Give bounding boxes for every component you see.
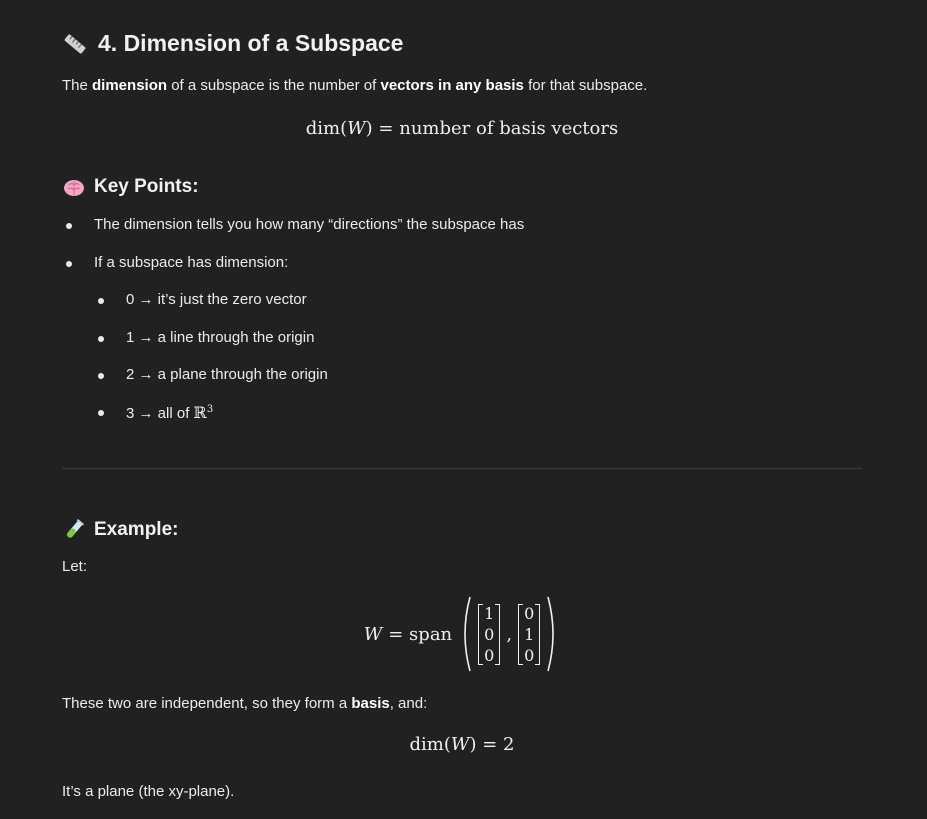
intro-text-3: for that subspace. [523,77,648,94]
real-numbers-symbol: ℝ [193,403,207,422]
left-paren [458,595,472,673]
key-points-heading [62,175,199,199]
let-text: Let: [62,558,88,575]
basis-text-2: , and: [389,695,428,712]
test-tube-icon [62,518,86,542]
vector-separator: , [506,623,513,645]
intro-paragraph [62,77,647,94]
exponent: 3 [206,404,214,415]
dim-value: = 2 [482,734,515,755]
vector-1 [478,603,500,666]
sub-list-item: 0 → it’s just the zero vector [126,291,307,308]
dim-function: dim [409,734,444,755]
basis-paragraph [62,695,427,712]
sub-list-text: 3 → all of [126,405,194,422]
vector-entry: 1 [524,624,535,644]
vector-entry: 0 [524,645,535,665]
right-paren [546,595,560,673]
span-variable: W [363,623,383,645]
subspace-variable: W [347,118,366,139]
subspace-variable: W [450,734,470,755]
vector-entry: 0 [484,645,495,665]
list-item: If a subspace has dimension: [94,254,289,271]
dimension-formula: dim(W) = number of basis vectors [305,118,619,139]
intro-bold-vectors: vectors in any basis [380,77,524,94]
ruler-icon [62,31,88,57]
intro-text-1: The [62,77,93,94]
vector-2 [518,603,540,666]
section-heading [62,30,403,57]
span-equation [62,592,862,676]
span-operator: = span [388,623,453,645]
vector-entry: 0 [524,603,535,623]
sub-list-item-r3 [126,403,213,422]
vector-entry: 1 [484,603,495,623]
example-heading [62,518,178,542]
sub-list-item: 1 → a line through the origin [126,329,315,346]
basis-text-1: These two are independent, so they form a [62,695,352,712]
dim-result-formula: dim(W) = 2 [409,734,515,755]
basis-bold: basis [351,695,390,712]
key-points-title: Key Points: [94,176,199,197]
brain-icon [62,175,86,199]
list-item: The dimension tells you how many “directions” the subspace has [94,216,525,233]
vector-entry: 0 [484,624,495,644]
dim-function: dim [305,118,341,139]
intro-text-2: of a subspace is the number of [167,77,381,94]
section-title: 4. Dimension of a Subspace [98,30,404,56]
formula-rhs: = number of basis vectors [378,118,619,139]
sub-list-item: 2 → a plane through the origin [126,366,328,383]
conclusion-text: It’s a plane (the xy-plane). [62,783,235,800]
intro-bold-dimension: dimension [92,77,168,94]
divider [62,468,862,469]
example-title: Example: [94,519,179,540]
